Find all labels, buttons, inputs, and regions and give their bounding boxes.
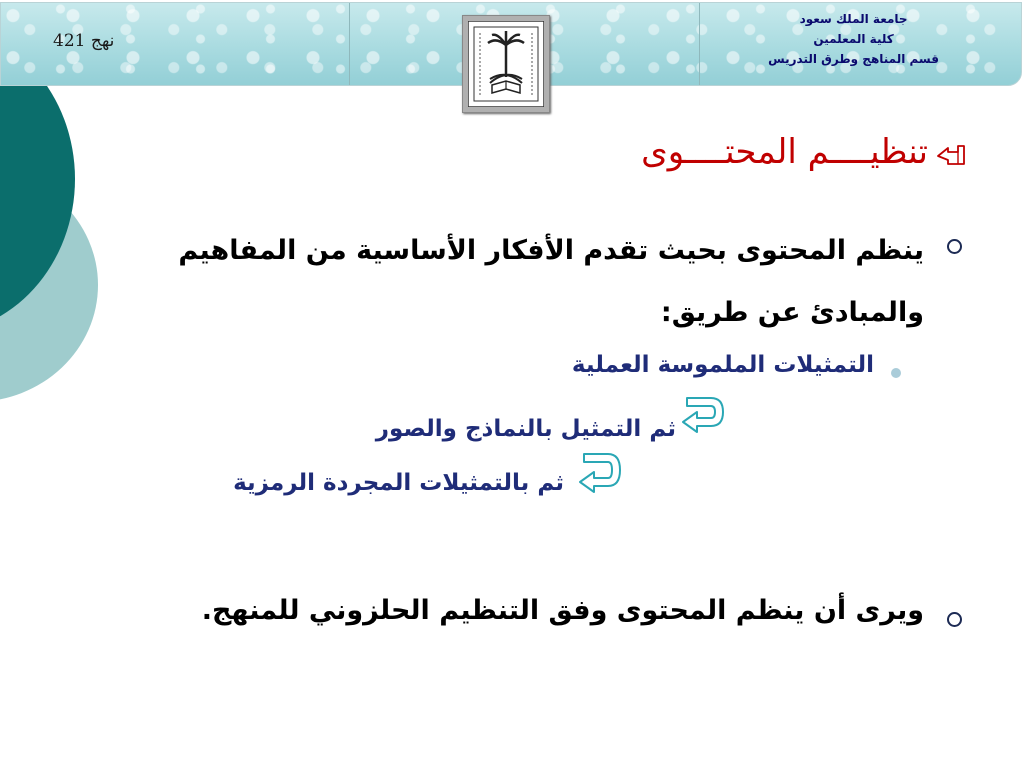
curved-arrow-icon <box>578 450 624 496</box>
course-code: نهج 421 <box>53 31 115 51</box>
header-divider <box>699 3 700 85</box>
dot-bullet-icon <box>891 368 901 378</box>
sub-point-models: ثم التمثيل بالنماذج والصور <box>375 416 676 442</box>
sub-point-abstract: ثم بالتمثيلات المجردة الرمزية <box>233 470 564 496</box>
point-organize-content: ينظم المحتوى بحيث تقدم الأفكار الأساسية من المفاهيم والمبادئ عن طريق: <box>178 235 924 328</box>
department-name: قسم المناهج وطرق التدريس <box>768 52 939 66</box>
ring-bullet-icon <box>947 239 962 254</box>
institution-block <box>768 9 939 69</box>
hand-pointing-left-icon <box>936 142 966 168</box>
university-logo <box>462 15 550 113</box>
point-spiral-organization: ويرى أن ينظم المحتوى وفق التنظيم الحلزوني للمنهج. <box>201 595 924 626</box>
university-name: جامعة الملك سعود <box>799 12 908 26</box>
college-name: كلية المعلمين <box>813 32 894 46</box>
ring-bullet-icon <box>947 612 962 627</box>
slide-title: تنظيــــم المحتــــوى <box>641 132 928 172</box>
sub-point-concrete: التمثيلات الملموسة العملية <box>571 352 874 378</box>
header-divider <box>349 3 350 85</box>
university-emblem-icon <box>468 21 544 107</box>
curved-arrow-icon <box>681 394 727 436</box>
